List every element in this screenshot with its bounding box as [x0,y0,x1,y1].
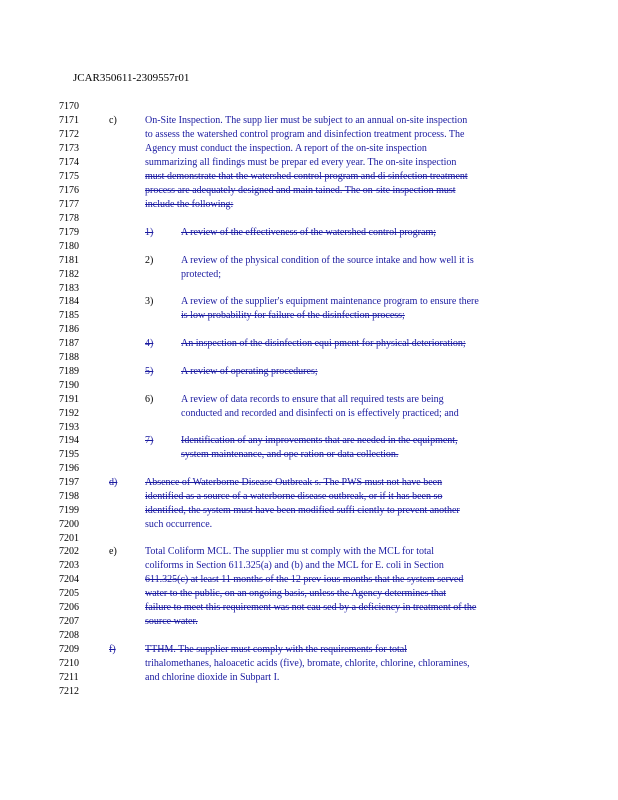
line-number: 7199 [59,505,79,516]
line-number: 7197 [59,477,79,488]
line-number: 7202 [59,546,79,557]
item-f-label: f) [109,644,116,655]
line-number: 7212 [59,686,79,697]
line-number: 7198 [59,491,79,502]
item-c-deleted-line: include the following: [145,199,234,210]
item-3-label: 3) [145,296,154,307]
line-number: 7188 [59,352,79,363]
item-7-line: Identification of any improvements that are needed in the equipment, [181,435,458,446]
line-number: 7182 [59,269,79,280]
line-number: 7207 [59,616,79,627]
item-f-line: and chlorine dioxide in Subpart I. [145,672,280,683]
line-number: 7203 [59,560,79,571]
item-1-text: A review of the effectiveness of the watershed control program; [181,227,436,238]
item-f-line: trihalomethanes, haloacetic acids (five), bromate, chlorite, chlorine, chloramines, [145,658,470,669]
item-d-deleted-line: identified, the system must have been modified suffi ciently to prevent another [145,505,460,516]
item-d-label: d) [109,477,118,488]
item-2-line: A review of the physical condition of the source intake and how well it is [181,255,474,266]
line-number: 7211 [59,672,79,683]
line-number: 7204 [59,574,79,585]
item-f-deleted-line: TTHM. The supplier must comply with the requirements for total [145,644,407,655]
item-c-line: summarizing all findings must be prepar ed every year. The on-site inspection [145,157,457,168]
line-number: 7200 [59,519,79,530]
line-number: 7210 [59,658,79,669]
line-number: 7195 [59,449,79,460]
item-e-deleted-line: failure to meet this requirement was not cau sed by a deficiency in treatment of the [145,602,477,613]
item-5-text: A review of operating procedures; [181,366,318,377]
item-e-deleted-line: source water. [145,616,198,627]
item-4-label: 4) [145,338,154,349]
line-number: 7186 [59,324,79,335]
line-number: 7177 [59,199,79,210]
line-number: 7206 [59,602,79,613]
item-1-label: 1) [145,227,154,238]
line-number: 7174 [59,157,79,168]
item-c-line: Agency must conduct the inspection. A report of the on-site inspection [145,143,427,154]
item-4-text: An inspection of the disinfection equi pment for physical deterioration; [181,338,466,349]
line-number: 7178 [59,213,79,224]
item-e-line: Total Coliform MCL. The supplier mu st comply with the MCL for total [145,546,434,557]
line-number: 7189 [59,366,79,377]
line-number: 7179 [59,227,79,238]
item-2-label: 2) [145,255,154,266]
item-3-line: A review of the supplier's equipment maintenance program to ensure there [181,296,479,307]
line-number: 7183 [59,283,79,294]
item-e-deleted-line: water to the public, on an ongoing basis, unless the Agency determines that [145,588,447,599]
item-c-line: to assess the watershed control program and disinfection treatment process. The [145,129,465,140]
item-c-label: c) [109,115,117,126]
line-number: 7192 [59,408,79,419]
item-c-deleted-line: must demonstrate that the watershed control program and di sinfection treatment [145,171,468,182]
item-3-deleted-line: is low probability for failure of the disinfection process; [181,310,405,321]
line-number: 7171 [59,115,79,126]
item-d-deleted-line: identified as a source of a waterborne disease outbreak, or if it has been so [145,491,443,502]
line-number: 7184 [59,296,79,307]
line-number: 7209 [59,644,79,655]
item-d-deleted-line: Absence of Waterborne Disease Outbreak s. The PWS must not have been [145,477,443,488]
line-number: 7172 [59,129,79,140]
line-number: 7193 [59,422,79,433]
item-5-label: 5) [145,366,154,377]
line-number: 7205 [59,588,79,599]
document-id: JCAR350611-2309557r01 [73,72,190,84]
item-e-label: e) [109,546,117,557]
item-6-line: A review of data records to ensure that all required tests are being [181,394,444,405]
line-number: 7185 [59,310,79,321]
line-number: 7180 [59,241,79,252]
line-number: 7175 [59,171,79,182]
line-number: 7191 [59,394,79,405]
line-number: 7170 [59,101,79,112]
item-7-line: system maintenance, and ope ration or data collection. [181,449,399,460]
item-c-deleted-line: process are adequately designed and main tained. The on-site inspection must [145,185,456,196]
line-number: 7208 [59,630,79,641]
item-6-label: 6) [145,394,154,405]
item-d-line: such occurrence. [145,519,213,530]
item-7-label: 7) [145,435,154,446]
item-c-line: On-Site Inspection. The supp lier must be subject to an annual on-site inspection [145,115,468,126]
line-number: 7196 [59,463,79,474]
line-number: 7173 [59,143,79,154]
line-number: 7194 [59,435,79,446]
item-e-line: coliforms in Section 611.325(a) and (b) and the MCL for E. coli in Section [145,560,444,571]
line-number: 7187 [59,338,79,349]
line-number: 7176 [59,185,79,196]
line-number: 7201 [59,533,79,544]
line-number: 7181 [59,255,79,266]
item-6-line: conducted and recorded and disinfecti on is effectively practiced; and [181,408,459,419]
item-2-line: protected; [181,269,221,280]
item-e-deleted-line: 611.325(c) at least 11 months of the 12 prev ious months that the system served [145,574,464,585]
line-number: 7190 [59,380,79,391]
